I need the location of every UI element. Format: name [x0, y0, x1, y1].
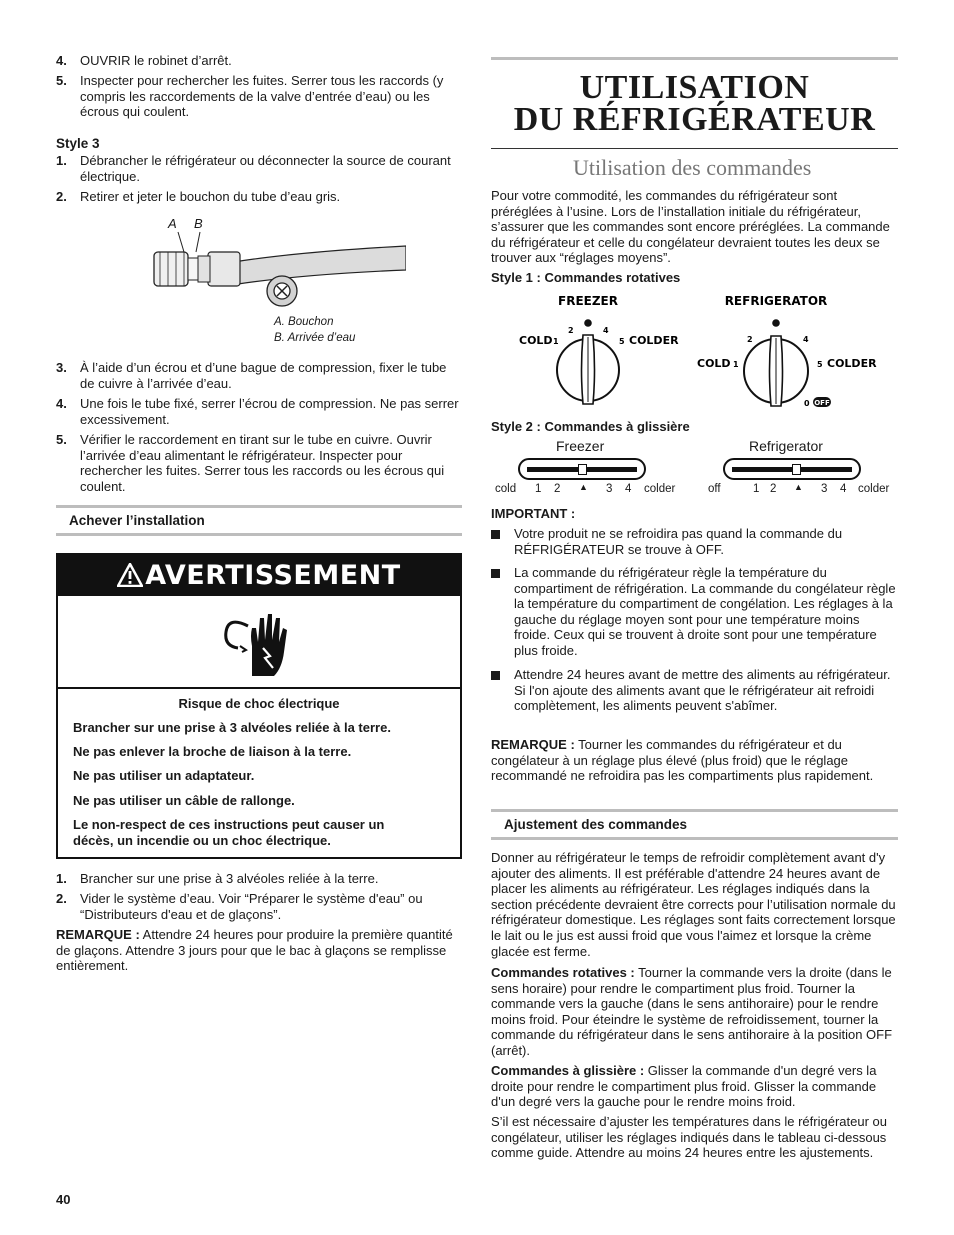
- glissiere-paragraph: Commandes à glissière : Glisser la commande d'un degré vers la droite pour rendre le compartiment plus froid. Glisser la commande d'un degré vers la gauche pour le rendre moins froid.: [491, 1063, 877, 1110]
- page-title-line2: DU RÉFRIGÉRATEUR: [513, 101, 876, 138]
- list-item: 1. Débrancher le réfrigérateur ou déconnecter la source de courant électrique.: [56, 153, 451, 184]
- list-item: 2. Vider le système d’eau. Voir “Préparer le système d'eau” ou “Distributeurs d'eau et de glaçons”.: [56, 891, 423, 922]
- style3-heading: Style 3: [56, 136, 100, 151]
- style1-label: Style 1 : Commandes rotatives: [491, 270, 681, 285]
- final-paragraph: S’il est nécessaire d’ajuster les températures dans le réfrigérateur ou congélateur, utiliser les réglages indiqués dans le tableau ci-dessous comme guide. Attendre au moins 24 heures entre les ajustements.: [491, 1114, 887, 1161]
- svg-text:1: 1: [553, 337, 559, 346]
- dial-freezer-cold: COLD: [519, 334, 553, 347]
- water-tube-figure: [146, 212, 406, 347]
- warning-line: Ne pas utiliser un câble de rallonge.: [73, 793, 295, 808]
- svg-text:2: 2: [747, 335, 753, 344]
- dial-refrigerator-indicator: [772, 319, 780, 327]
- rotatives-paragraph: Commandes rotatives : Tourner la commande vers la droite (dans le sens horaire) pour rendre le compartiment plus froid. Tourner la commande vers la gauche (dans le sens antihoraire) pour le rendre moins froid. Pour éteindre le système de refroidissement, tourner la commande du réfrigérateur dans le sens antihoraire à la position OFF (arrêt).: [491, 965, 893, 1058]
- figure-label-b: B: [194, 216, 203, 231]
- svg-text:4: 4: [603, 326, 609, 335]
- list-item: 2. Retirer et jeter le bouchon du tube d’eau gris.: [56, 189, 341, 204]
- slider-freezer-thumb: [578, 464, 587, 475]
- title-bottom-rule: [491, 148, 898, 149]
- dial-refrigerator-cold: COLD: [697, 357, 731, 370]
- slider-freezer-track: [518, 458, 646, 480]
- dial-freezer-title: FREEZER: [558, 294, 618, 308]
- list-item: Attendre 24 heures avant de mettre des aliments au réfrigérateur. Si l'on ajoute des aliments avant que le réfrigérateur ait refroidi complètement, les aliments peuvent s'abîmer.: [491, 667, 898, 714]
- style2-label: Style 2 : Commandes à glissière: [491, 419, 690, 434]
- electric-shock-hand-icon: [218, 606, 298, 680]
- svg-text:2: 2: [568, 326, 574, 335]
- svg-text:4: 4: [803, 335, 809, 344]
- important-label: IMPORTANT :: [491, 506, 576, 521]
- warning-line: Ne pas utiliser un adaptateur.: [73, 768, 255, 783]
- svg-text:1: 1: [733, 360, 739, 369]
- dial-refrigerator-title: REFRIGERATOR: [724, 294, 828, 308]
- list-item: Votre produit ne se refroidira pas quand la commande du RÉFRIGÉRATEUR se trouve à OFF.: [491, 526, 898, 557]
- achever-heading: Achever l’installation: [56, 505, 462, 536]
- title-top-rule: [491, 57, 898, 60]
- slider-refrigerator-track: [723, 458, 861, 480]
- warning-line: Brancher sur une prise à 3 alvéoles reliée à la terre.: [73, 720, 391, 735]
- bullet-square-icon: [491, 671, 500, 680]
- intro-paragraph: Pour votre commodité, les commandes du réfrigérateur sont préréglées à l’usine. Lors de l’installation initiale du réfrigérateur, s’assurer que les commandes sont encore préréglées. La commande du réfrigérateur et celle du congélateur devraient toutes les deux se trouver aux “réglages moyens”.: [491, 188, 890, 266]
- svg-text:5: 5: [817, 360, 823, 369]
- list-item: 1. Brancher sur une prise à 3 alvéoles reliée à la terre.: [56, 871, 379, 886]
- ajustement-paragraph: Donner au réfrigérateur le temps de refroidir complètement avant d'y ajouter des aliments. Il est préférable d'attendre 24 heures avant de placer les aliments au réfrigérateur. Les réglages indiqués dans la section précédente devraient être corrects pour l’utilisation normale du réfrigérateur domestique. Les réglages sont faits correctement lorsque le lait ou le jus est aussi froid que vous l'aimez et lorsque la crème glacée est ferme.: [491, 850, 896, 959]
- warning-risk-title: Risque de choc électrique: [178, 696, 340, 711]
- slider-refrigerator-thumb: [792, 464, 801, 475]
- slider-freezer-arrow-icon: ▲: [579, 482, 588, 492]
- rotary-dials-diagram: [511, 290, 881, 415]
- figure-label-a: A: [168, 216, 177, 231]
- list-item: 5. Inspecter pour rechercher les fuites. Serrer tous les raccords (y compris les raccordements de la valve d’entrée d’eau) ou les écrous qui coulent.: [56, 73, 444, 120]
- section-heading: Utilisation des commandes: [573, 155, 812, 180]
- left-remarque: REMARQUE : Attendre 24 heures pour produire la première quantité de glaçons. Attendre 3 jours pour que le bac à glaçons se remplisse entièrement.: [56, 927, 453, 974]
- slider-controls-diagram: Freezer cold 1 2 ▲ 3 4 colder Refrigerator off 1 2 ▲ 3 4 colder: [495, 438, 890, 495]
- figure-caption: A. Bouchon B. Arrivée d’eau: [274, 316, 356, 344]
- ajustement-heading: Ajustement des commandes: [491, 809, 898, 840]
- tube-illustration: [146, 212, 406, 312]
- list-item: 4. Une fois le tube fixé, serrer l’écrou de compression. Ne pas serrer excessivement.: [56, 396, 459, 427]
- svg-text:OFF: OFF: [814, 399, 830, 407]
- list-item: 4. OUVRIR le robinet d’arrêt.: [56, 53, 232, 68]
- bullet-square-icon: [491, 530, 500, 539]
- page-number: 40: [56, 1192, 71, 1207]
- slider-freezer-title: Freezer: [556, 438, 605, 454]
- bullet-square-icon: [491, 569, 500, 578]
- list-item: 3. À l’aide d’un écrou et d’une bague de compression, fixer le tube de cuivre à l’arrivée d’eau.: [56, 360, 447, 391]
- page-title-line1: UTILISATION: [579, 69, 810, 106]
- warning-line: Ne pas enlever la broche de liaison à la terre.: [73, 744, 352, 759]
- warning-header: AVERTISSEMENT: [58, 555, 460, 596]
- warning-box: [56, 553, 462, 859]
- list-item: La commande du réfrigérateur règle la température du compartiment de réfrigération. La commande du congélateur règle la température du compartiment de congélation. Les réglages à la gauche du réglage moyen sont pour une température moins froide. Ceux qui se trouvent à droite sont pour une température plus froide.: [491, 565, 898, 659]
- list-item: 5. Vérifier le raccordement en tirant sur le tube en cuivre. Ouvrir l’arrivée d’eau alimentant le réfrigérateur. Inspecter pour rechercher les fuites. Serrer tous les raccords ou les écrous qui coulent.: [56, 432, 445, 494]
- right-remarque: REMARQUE : Tourner les commandes du réfrigérateur et du congélateur à un réglage plus élevé (plus froid) que le réglage recommandé ne refroidira pas les compartiments plus rapidement.: [491, 737, 874, 784]
- warning-line: Le non-respect de ces instructions peut causer un décès, un incendie ou un choc électrique.: [73, 817, 385, 848]
- slider-refrigerator-title: Refrigerator: [749, 438, 823, 454]
- shock-symbol-area: [58, 596, 460, 689]
- slider-refrigerator-arrow-icon: ▲: [794, 482, 803, 492]
- svg-text:0: 0: [804, 399, 810, 408]
- svg-text:5: 5: [619, 337, 625, 346]
- warning-triangle-icon: [117, 563, 143, 587]
- dial-freezer-colder: COLDER: [629, 334, 679, 347]
- dial-freezer-indicator: [584, 319, 592, 327]
- dial-refrigerator-colder: COLDER: [827, 357, 877, 370]
